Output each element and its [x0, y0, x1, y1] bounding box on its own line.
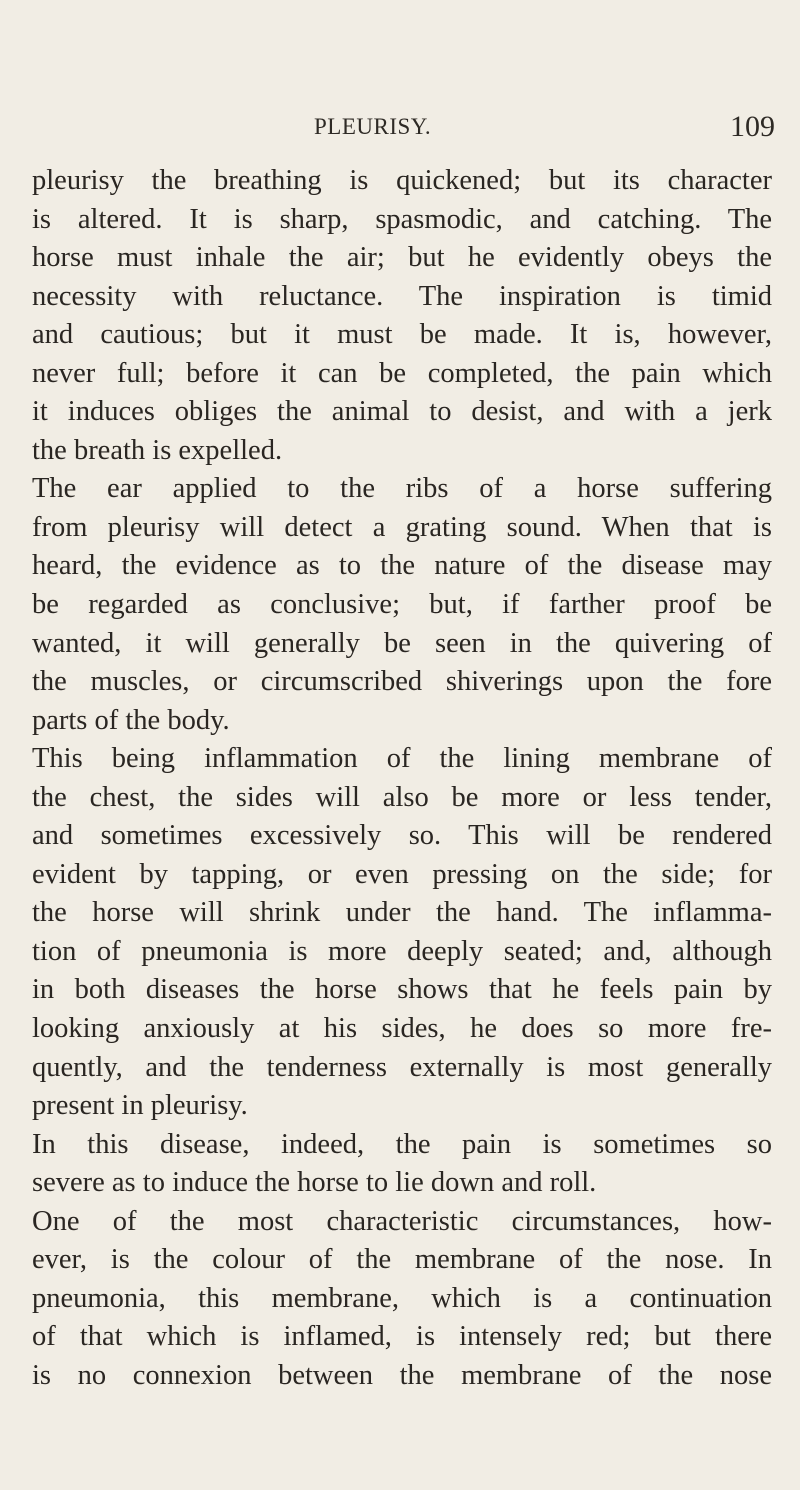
text-line: and cautious; but it must be made. It is, however,	[32, 319, 772, 351]
text-line: This being inflammation of the lining membrane of	[32, 743, 772, 775]
text-line: is altered. It is sharp, spasmodic, and catching. The	[32, 203, 772, 235]
text-line: and sometimes excessively so. This will be rendered	[32, 820, 772, 852]
text-line: In this disease, indeed, the pain is sometimes so	[32, 1128, 772, 1160]
text-line: pneumonia, this membrane, which is a continuation	[32, 1282, 772, 1314]
text-line: it induces obliges the animal to desist, and with a jerk	[32, 396, 772, 428]
text-line: never full; before it can be completed, the pain which	[32, 357, 772, 389]
text-line: necessity with reluctance. The inspiration is timid	[32, 280, 772, 312]
text-line: be regarded as conclusive; but, if farther proof be	[32, 589, 772, 621]
text-line: the muscles, or circumscribed shiverings upon the fore	[32, 666, 772, 698]
text-line: horse must inhale the air; but he evidently obeys the	[32, 242, 772, 274]
text-line: parts of the body.	[32, 704, 230, 736]
text-line: heard, the evidence as to the nature of the disease may	[32, 550, 772, 582]
text-line: ever, is the colour of the membrane of the nose. In	[32, 1244, 772, 1276]
text-line: severe as to induce the horse to lie down and roll.	[32, 1167, 597, 1199]
text-line: of that which is inflamed, is intensely red; but there	[32, 1321, 772, 1353]
text-line: evident by tapping, or even pressing on the side; for	[32, 858, 772, 890]
page-number: 109	[730, 110, 775, 143]
text-line: the horse will shrink under the hand. The inflamma-	[32, 897, 772, 929]
text-line: One of the most characteristic circumstances, how-	[32, 1205, 772, 1237]
text-line: tion of pneumonia is more deeply seated; and, although	[32, 935, 772, 967]
text-line: present in pleurisy.	[32, 1090, 248, 1122]
text-line: quently, and the tenderness externally is most generally	[32, 1051, 772, 1083]
text-line: wanted, it will generally be seen in the quivering of	[32, 627, 772, 659]
text-line: the breath is expelled.	[32, 434, 283, 466]
body-text	[32, 162, 772, 1396]
text-line: is no connexion between the membrane of the nose	[32, 1359, 772, 1391]
text-line: in both diseases the horse shows that he feels pain by	[32, 974, 772, 1006]
text-line: The ear applied to the ribs of a horse suffering	[32, 473, 772, 505]
text-line: pleurisy the breathing is quickened; but its character	[32, 165, 772, 196]
running-title: PLEURISY.	[314, 114, 432, 139]
text-line: looking anxiously at his sides, he does so more fre-	[32, 1013, 772, 1045]
text-line: the chest, the sides will also be more or less tender,	[32, 781, 772, 813]
text-line: from pleurisy will detect a grating sound. When that is	[32, 511, 772, 543]
